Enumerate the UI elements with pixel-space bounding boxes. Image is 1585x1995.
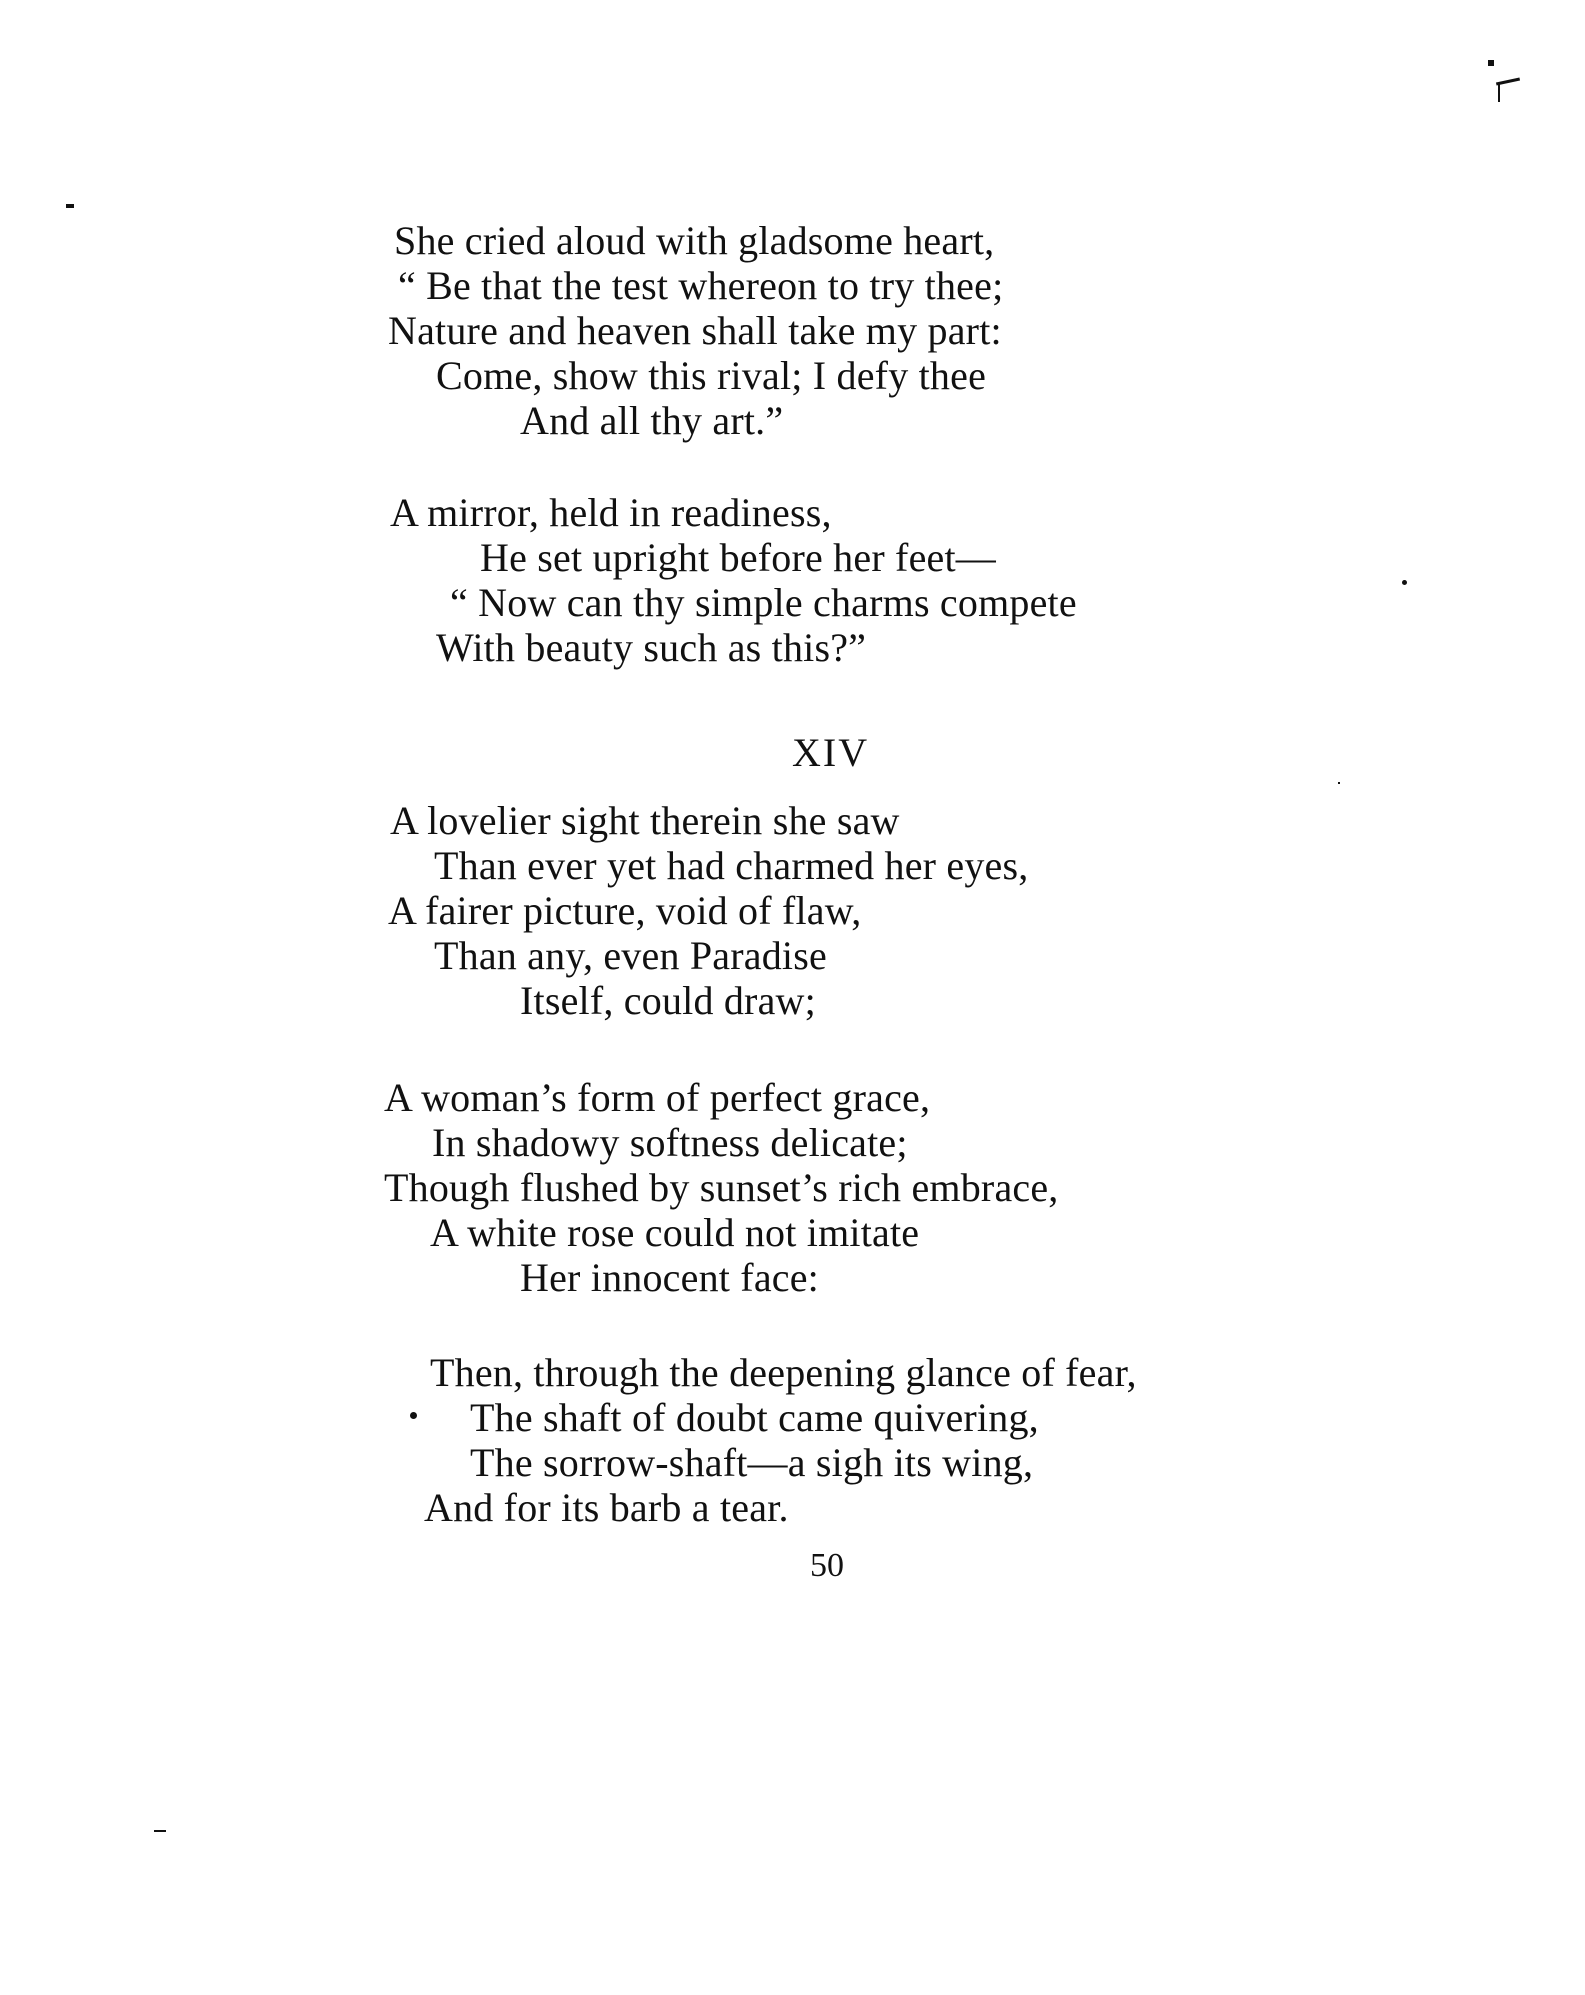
poem-line: A lovelier sight therein she saw [390,798,900,843]
poem-line: A white rose could not imitate [430,1210,920,1255]
poem-line: A fairer picture, void of flaw, [388,888,862,933]
scan-dot-right-small [1338,782,1340,784]
poem-line: “ Now can thy simple charms compete [450,580,1077,625]
poem-line: A woman’s form of perfect grace, [384,1075,931,1120]
poem-line: And for its barb a tear. [424,1485,789,1530]
poem-line: He set upright before her feet— [480,535,996,580]
poem-line: Then, through the deepening glance of fear, [430,1350,1137,1395]
poem-line: “ Be that the test whereon to try thee; [398,263,1004,308]
poem-line: She cried aloud with gladsome heart, [394,218,995,263]
poem-line: The shaft of doubt came quivering, [470,1395,1039,1440]
section-heading: XIV [792,730,870,775]
poem-line: Come, show this rival; I defy thee [436,353,987,398]
scan-mark-top-right [1488,60,1494,66]
poem-line: Than ever yet had charmed her eyes, [434,843,1029,888]
scan-dot-right [1402,580,1407,585]
poem-line: Itself, could draw; [520,978,816,1023]
poem-line: In shadowy softness delicate; [432,1120,908,1165]
poem-line: Her innocent face: [520,1255,819,1300]
poem-line: With beauty such as this?” [436,625,867,670]
scan-bullet-mark [410,1412,417,1419]
poem-line: A mirror, held in readiness, [390,490,832,535]
poem-line: And all thy art.” [520,398,784,443]
page-number: 50 [810,1547,844,1584]
scan-mark-left [66,204,74,208]
scan-dash-bottom-left [154,1830,166,1832]
poem-line: Than any, even Paradise [434,933,827,978]
poem-line: Though flushed by sunset’s rich embrace, [384,1165,1059,1210]
poem-line: The sorrow-shaft—a sigh its wing, [470,1440,1034,1485]
poem-line: Nature and heaven shall take my part: [388,308,1002,353]
scan-mark-top-right-tail [1498,84,1500,102]
